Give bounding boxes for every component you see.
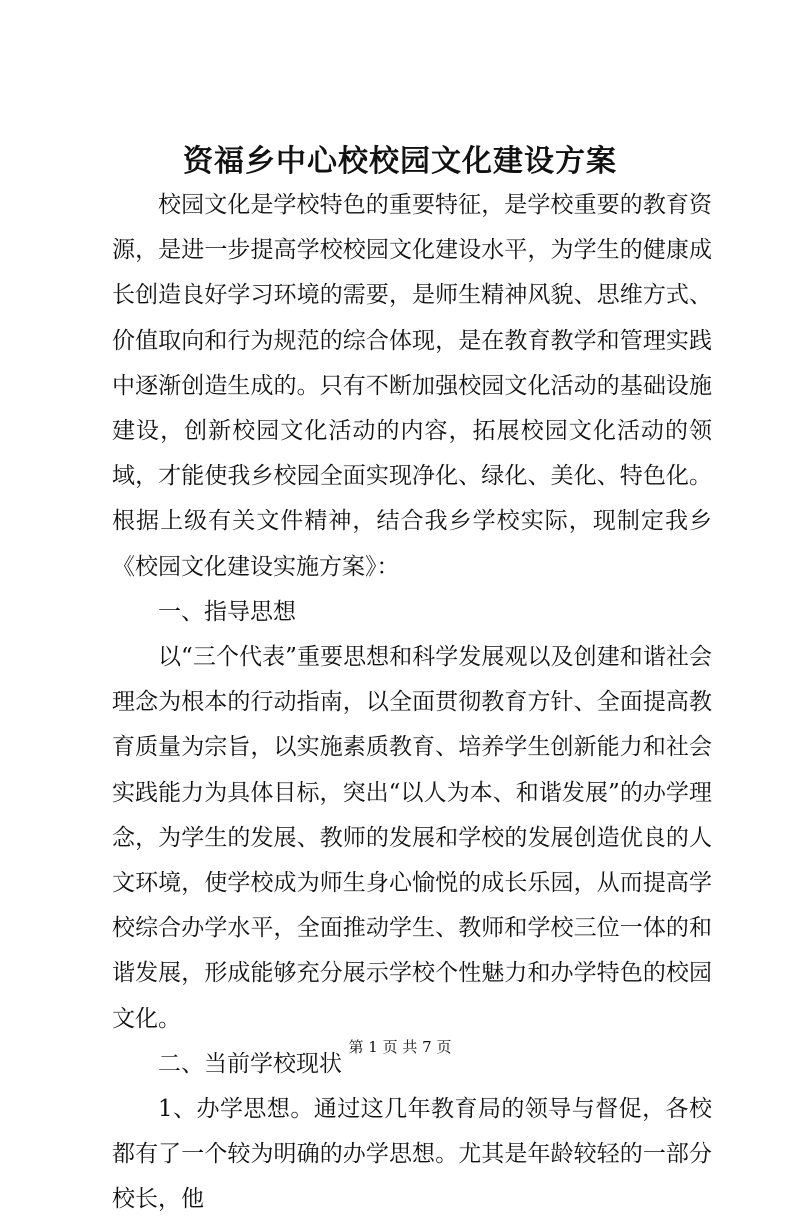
section-heading-current-status: 二、当前学校现状 bbox=[158, 1050, 342, 1077]
paragraph-guiding-ideology: 以“三个代表”重要思想和科学发展观以及创建和谐社会理念为根本的行动指南，以全面贯彻教育方针、全面提高教育质量为宗旨，以实施素质教育、培养学生创新能力和社会实践能力为具体目标，突出“以人为本、和谐发展”的办学理念，为学生的发展、教师的发展和学校的发展创造优良的人文环境，使学校成为师生身心愉悦的成长乐园，从而提高学校综合办学水平，全面推动学生、教师和学校三位一体的和谐发展，形成能够充分展示学校个性魅力和办学特色的校园文化。 bbox=[112, 644, 712, 1032]
document-title: 资福乡中心校校园文化建设方案 bbox=[183, 144, 617, 179]
section-heading-guiding-ideology: 一、指导思想 bbox=[158, 598, 296, 625]
paragraph-school-philosophy: 1、办学思想。通过这几年教育局的领导与督促，各校都有了一个较为明确的办学思想。尤其是年龄较轻的一部分校长，他 bbox=[112, 1096, 712, 1213]
document-body bbox=[112, 183, 712, 1223]
page-number-footer: 第 1 页 共 7 页 bbox=[348, 1038, 452, 1056]
paragraph-intro: 校园文化是学校特色的重要特征，是学校重要的教育资源，是进一步提高学校校园文化建设水平，为学生的健康成长创造良好学习环境的需要，是师生精神风貌、思维方式、价值取向和行为规范的综合体现，是在教育教学和管理实践中逐渐创造生成的。只有不断加强校园文化活动的基础设施建设，创新校园文化活动的内容，拓展校园文化活动的领域，才能使我乡校园全面实现净化、绿化、美化、特色化。根据上级有关文件精神，结合我乡学校实际，现制定我乡《校园文化建设实施方案》： bbox=[112, 192, 712, 580]
